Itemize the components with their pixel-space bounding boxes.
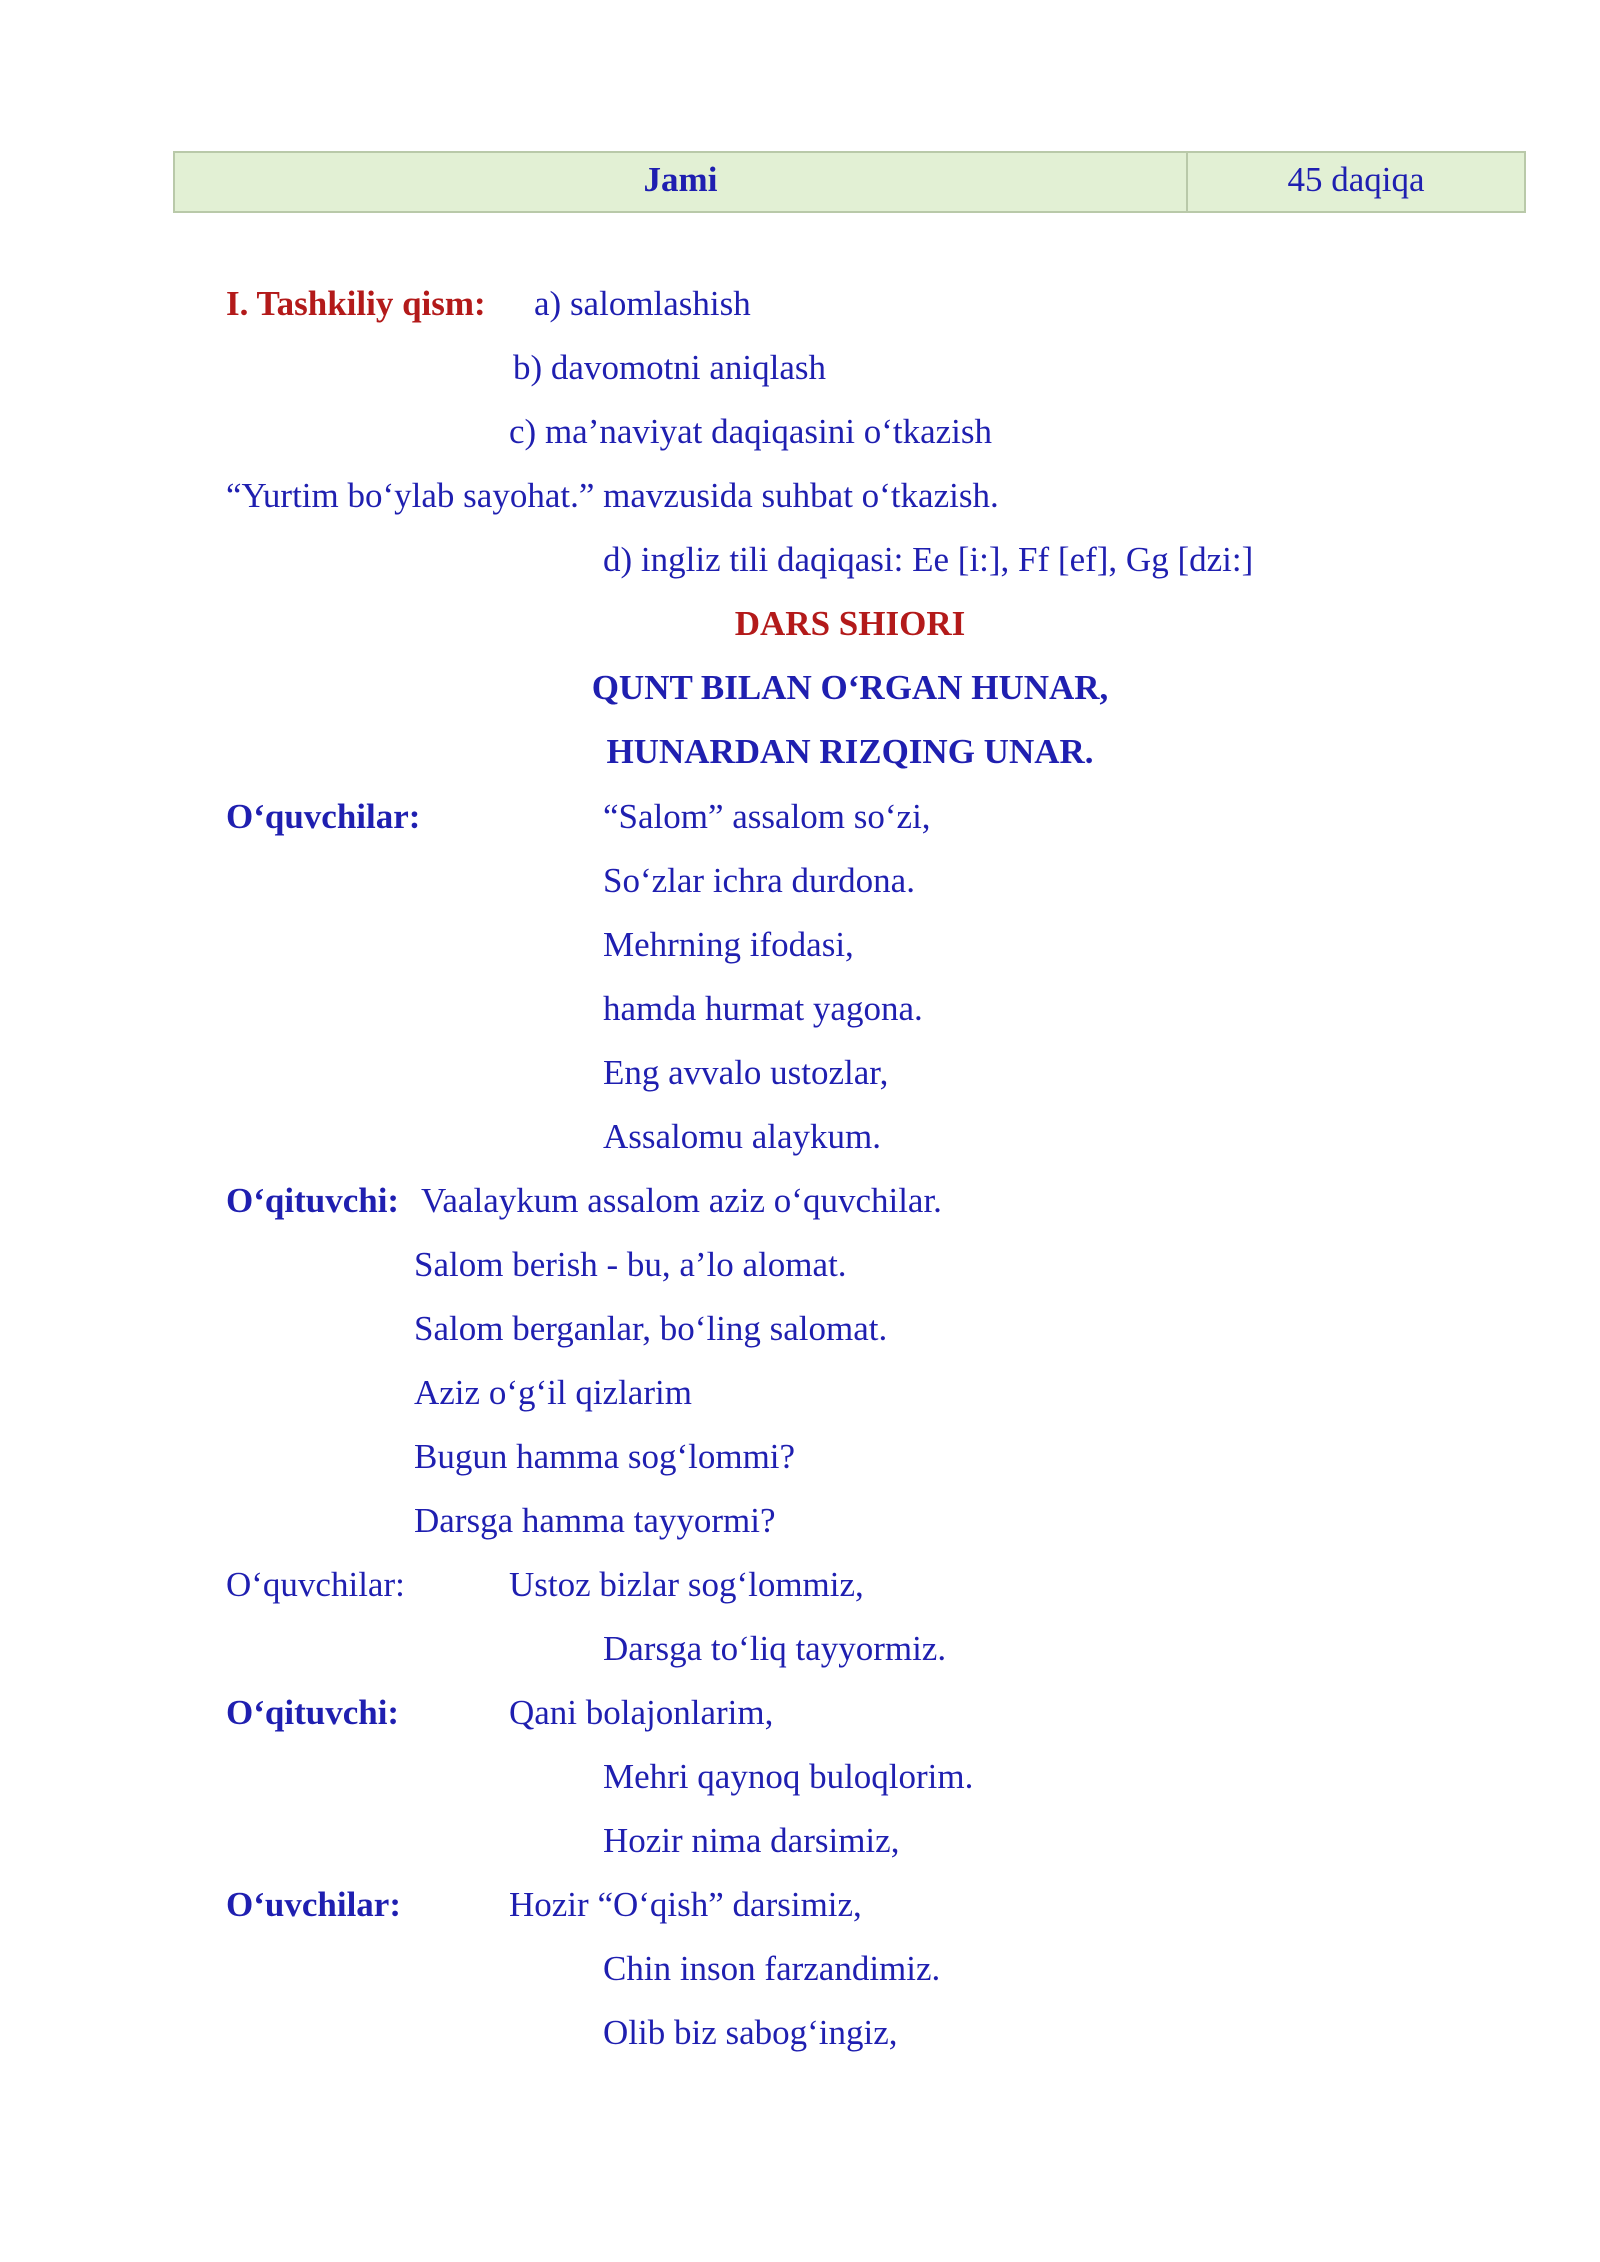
item-d: d) ingliz tili daqiqasi: Ee [i:], Ff [ef], Gg [dzi:] [603,540,1254,579]
speaker-teacher: O‘qituvchi: [226,1693,400,1732]
verse-line: Olib biz sabog‘ingiz, [603,2013,898,2052]
section-heading: I. Tashkiliy qism: [226,284,486,323]
total-value-cell [1188,153,1524,211]
speaker-students: O‘uvchilar: [226,1885,401,1924]
verse-line: Vaalaykum assalom aziz o‘quvchilar. [421,1181,942,1220]
verse-line: Mehri qaynoq buloqlorim. [603,1757,974,1796]
verse-line: Chin inson farzandimiz. [603,1949,941,1988]
verse-line: Bugun hamma sog‘lommi? [414,1437,796,1476]
verse-line: Salom berish - bu, a’lo alomat. [414,1245,847,1284]
total-label-cell [175,153,1188,211]
item-c: c) ma’naviyat daqiqasini o‘tkazish [509,412,993,451]
speaker-students: O‘quvchilar: [226,797,421,836]
verse-line: Hozir nima darsimiz, [603,1821,900,1860]
verse-line: Mehrning ifodasi, [603,925,854,964]
verse-line: Ustoz bizlar sog‘lommiz, [509,1565,864,1604]
verse-line: Aziz o‘g‘il qizlarim [414,1373,692,1412]
speaker-students: O‘quvchilar: [226,1565,405,1604]
total-value: 45 daqiqa [1287,160,1425,199]
shior-line-1: QUNT BILAN O‘RGAN HUNAR, [591,668,1109,707]
verse-line: So‘zlar ichra durdona. [603,861,915,900]
verse-line: Darsga to‘liq tayyormiz. [603,1629,947,1668]
item-b: b) davomotni aniqlash [513,348,827,387]
item-a: a) salomlashish [534,284,751,323]
verse-line: Assalomu alaykum. [603,1117,882,1156]
verse-line: Hozir “O‘qish” darsimiz, [509,1885,862,1924]
shior-title: DARS SHIORI [734,604,966,643]
verse-line: Qani bolajonlarim, [509,1693,774,1732]
verse-line: Salom berganlar, bo‘ling salomat. [414,1309,888,1348]
verse-line: “Salom” assalom so‘zi, [603,797,931,836]
speaker-teacher: O‘qituvchi: [226,1181,400,1220]
total-label: Jami [643,160,718,199]
shior-line-2: HUNARDAN RIZQING UNAR. [606,732,1094,771]
verse-line: Eng avvalo ustozlar, [603,1053,889,1092]
verse-line: hamda hurmat yagona. [603,989,923,1028]
verse-line: Darsga hamma tayyormi? [414,1501,776,1540]
yurtim-line: “Yurtim bo‘ylab sayohat.” mavzusida suhbat o‘tkazish. [226,476,999,515]
summary-table [173,151,1526,213]
